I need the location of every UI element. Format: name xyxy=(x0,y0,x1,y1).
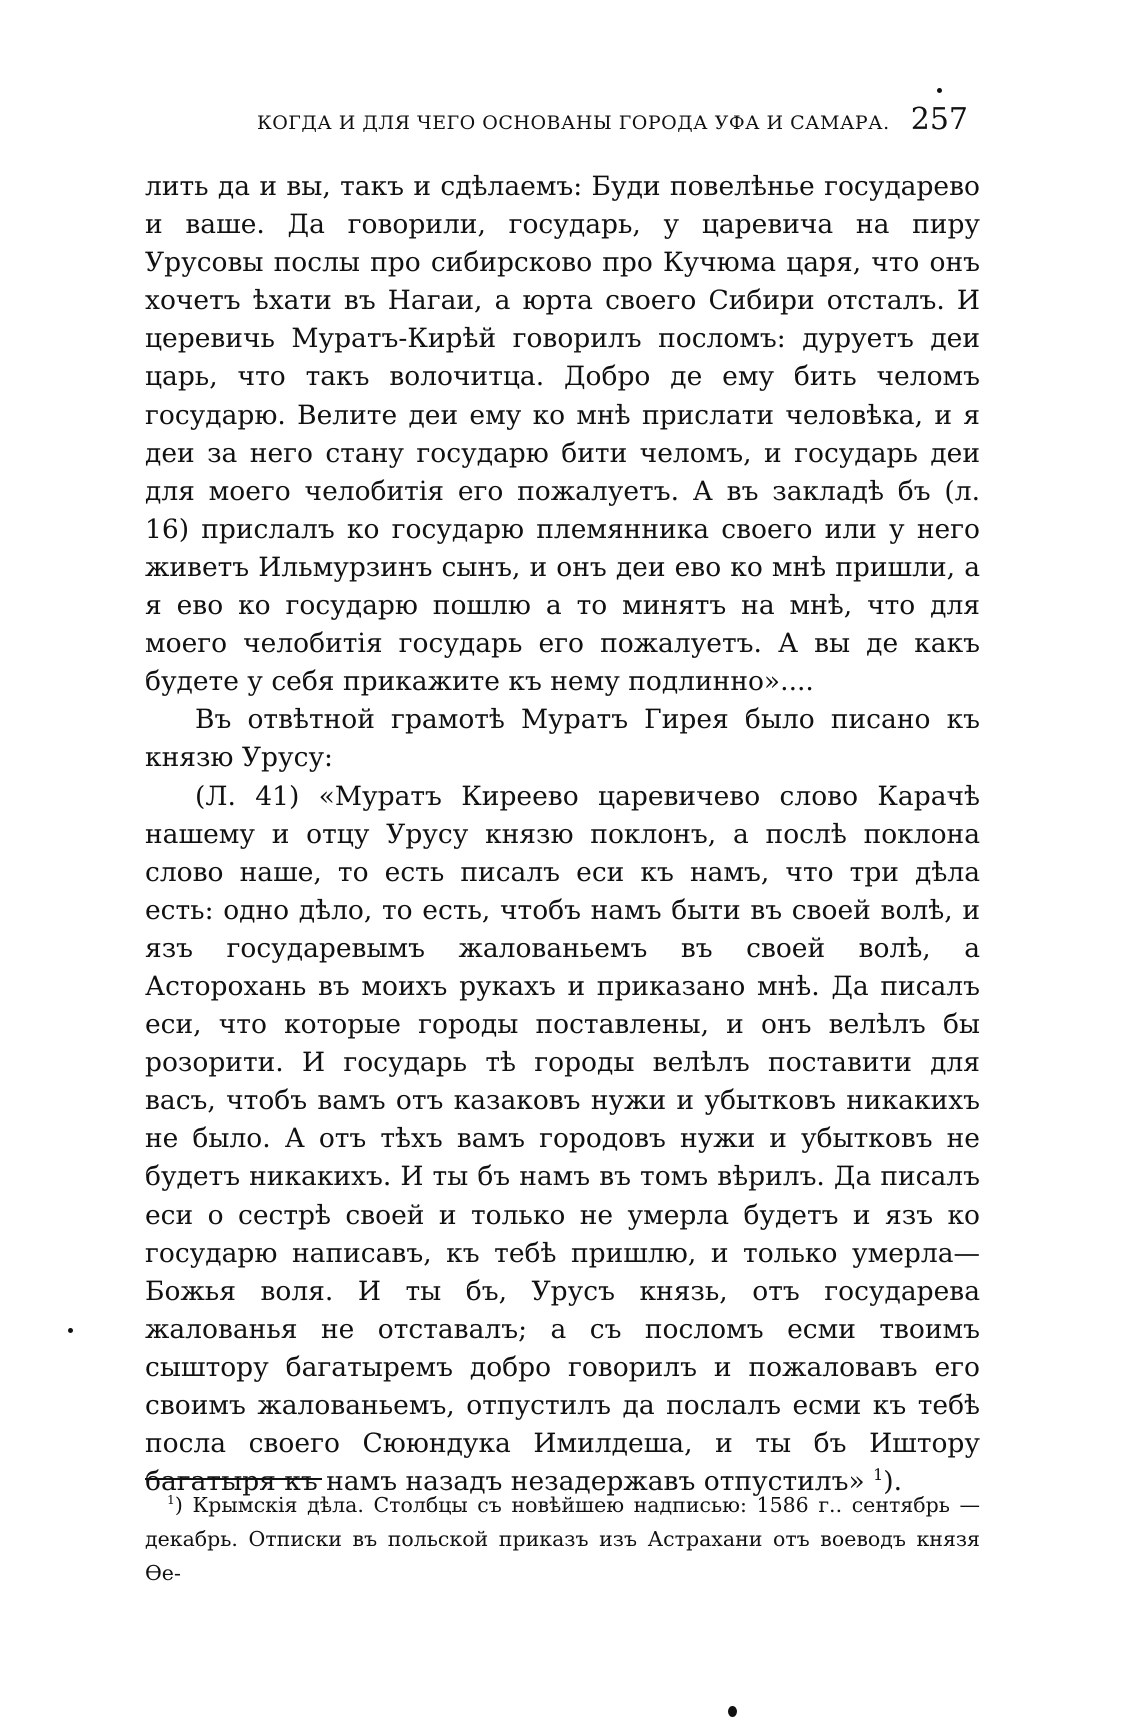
footnote-divider xyxy=(145,1478,322,1480)
print-speck xyxy=(937,88,942,93)
page-header xyxy=(145,100,980,144)
footnotes xyxy=(145,1488,980,1590)
paragraph-continued: лить да и вы, такъ и сдѣлаемъ: Буди повелѣнье государево и ваше. Да говорили, государь, у царевича на пиру Урусовы послы про сибирсково про Кучюма царя, что онъ хочетъ ѣхати въ Нагаи, а юрта своего Сибири отсталъ. И церевичь Муратъ-Кирѣй говорилъ посломъ: дуруетъ деи царь, что такъ волочитца. Добро де ему бить челомъ государю. Велите деи ему ко мнѣ прислати человѣка, и я деи за него стану государю бити челомъ, и государь деи для моего челобитія его пожалуетъ. А въ закладѣ бъ (л. 16) прислалъ ко государю племянника своего или у него живетъ Ильмурзинъ сынъ, и онъ деи ево ко мнѣ пришли, а я ево ко государю пошлю а то минятъ на мнѣ, что для моего челобитія государь его пожалуетъ. А вы де какъ будете у себя прикажите къ нему подлинно».... xyxy=(145,171,980,698)
paragraph-intro-letter: Въ отвѣтной грамотѣ Муратъ Гирея было писано къ князю Урусу: xyxy=(145,704,980,774)
print-speck xyxy=(728,1706,737,1717)
footnote-marker: 1 xyxy=(167,1493,175,1508)
footnote-1 xyxy=(145,1488,980,1590)
paragraph-letter-text xyxy=(145,778,980,1502)
running-title: КОГДА И ДЛЯ ЧЕГО ОСНОВАНЫ ГОРОДА УФА И САМАРА. xyxy=(257,112,890,134)
letter-text: (Л. 41) «Муратъ Киреево царевичево слово Карачѣ нашему и отцу Урусу князю поклонъ, а послѣ поклона слово наше, то есть писалъ еси къ намъ, что три дѣла есть: одно дѣло, то есть, чтобъ намъ быти въ своей волѣ, и язъ государевымъ жалованьемъ въ своей волѣ, а Асторохань въ моихъ рукахъ и приказано мнѣ. Да писалъ еси, что которые городы поставлены, и онъ велѣлъ бы розорити. И государь тѣ городы велѣлъ поставити для васъ, чтобъ вамъ отъ казаковъ нужи и убытковъ никакихъ не было. А отъ тѣхъ вамъ городовъ нужи и убытковъ не будетъ никакихъ. И ты бъ намъ въ томъ вѣрилъ. Да писалъ еси о сестрѣ своей и только не умерла будетъ и язъ ко государю написавъ, къ тебѣ пришлю, и только умерла—Божья воля. И ты бъ, Урусъ князь, отъ государева жалованья не отставалъ; а съ посломъ есми твоимъ сыштору багатыремъ добро говорилъ и пожаловавъ его своимъ жалованьемъ, отпустилъ да послалъ есми къ тебѣ посла своего Сююндука Имилдеша, и ты бъ Иштору багатыря къ намъ назадъ незадержавъ отпустилъ» xyxy=(145,780,980,1498)
page-number: 257 xyxy=(910,102,968,137)
print-speck xyxy=(68,1328,73,1333)
letter-closing-punct: ). xyxy=(883,1466,903,1498)
main-text xyxy=(145,168,980,1501)
footnote-reference: 1 xyxy=(873,1465,884,1485)
footnote-text: ) Крымскія дѣла. Столбцы съ новѣйшею надписью: 1586 г.. сентябрь — декабрь. Отписки въ польской приказъ изъ Астрахани отъ воеводъ князя Ѳе- xyxy=(145,1493,980,1585)
